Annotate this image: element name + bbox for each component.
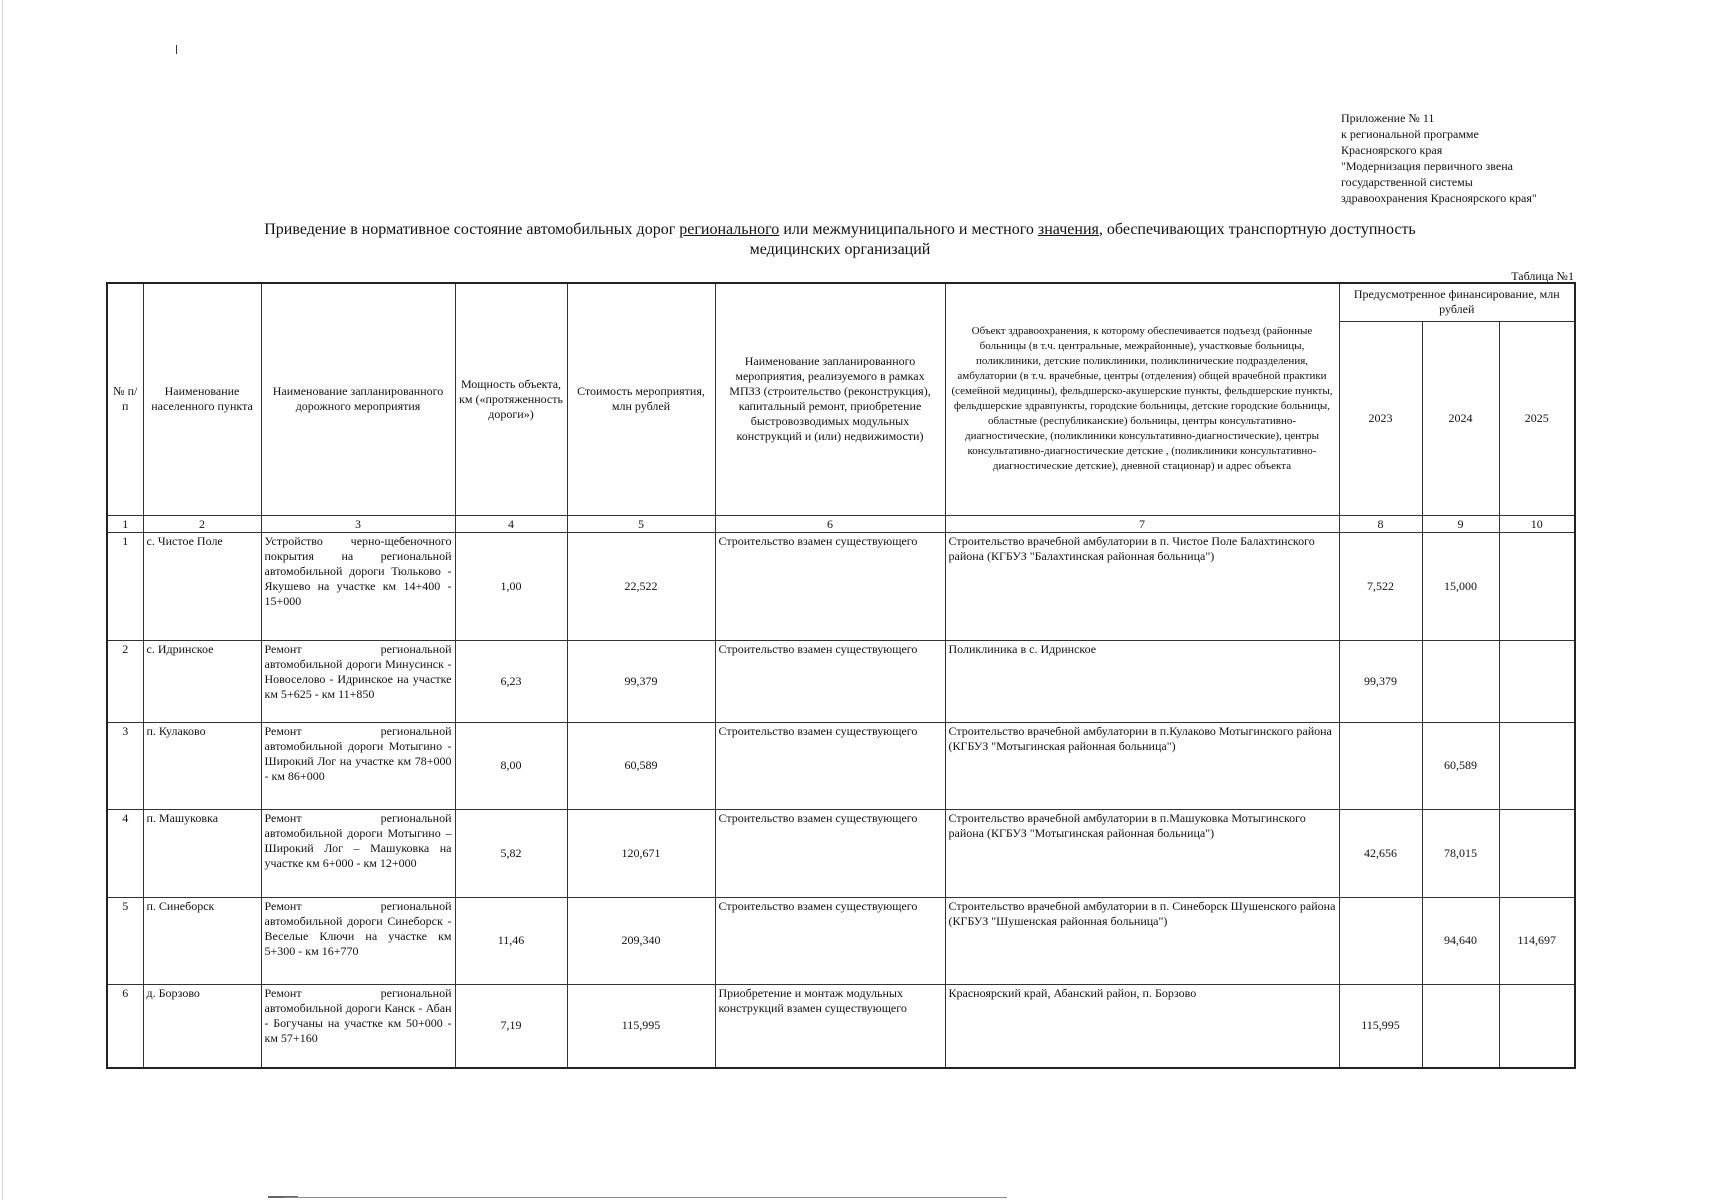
row-capacity: 8,00: [455, 722, 567, 809]
title-underlined-part: значения: [1037, 221, 1099, 238]
appendix-line: Красноярского края: [1341, 143, 1443, 157]
column-number: 6: [715, 515, 945, 532]
row-2024: 94,640: [1422, 897, 1499, 984]
row-mpzz: Приобретение и монтаж модульных конструкций взамен существующего: [715, 984, 945, 1068]
column-number: 4: [455, 515, 567, 532]
row-number: 2: [107, 640, 143, 722]
column-number: 2: [143, 515, 261, 532]
row-event: Ремонт региональной автомобильной дороги Мотыгино - Широкий Лог на участке км 78+000 - км 86+000: [261, 722, 455, 809]
header-year-2023: 2023: [1339, 321, 1422, 515]
appendix-line: здравоохранения Красноярского края": [1341, 191, 1537, 205]
row-capacity: 1,00: [455, 532, 567, 640]
row-event: Устройство черно-щебеночного покрытия на региональной автомобильной дороги Тюльково - Якушево на участке км 14+400 - 15+000: [261, 532, 455, 640]
row-cost: 99,379: [567, 640, 715, 722]
row-2025: [1499, 722, 1575, 809]
scan-mark: [176, 45, 177, 54]
row-2024: 78,015: [1422, 809, 1499, 897]
row-2025: [1499, 640, 1575, 722]
header-num: № п/п: [107, 283, 143, 515]
row-2024: 15,000: [1422, 532, 1499, 640]
row-number: 6: [107, 984, 143, 1068]
row-object: Строительство врачебной амбулатории в п.Машуковка Мотыгинского района (КГБУЗ "Мотыгинская районная больница"): [945, 809, 1339, 897]
row-number: 4: [107, 809, 143, 897]
appendix-line: к региональной программе: [1341, 127, 1479, 141]
column-number: 1: [107, 515, 143, 532]
header-year-2024: 2024: [1422, 321, 1499, 515]
document-title: [110, 220, 1570, 260]
header-financing: Предусмотренное финансирование, млн рублей: [1339, 283, 1575, 321]
row-place: п. Кулаково: [143, 722, 261, 809]
table-row: [107, 984, 1575, 1068]
table-row: [107, 722, 1575, 809]
column-number: 5: [567, 515, 715, 532]
column-number: 9: [1422, 515, 1499, 532]
row-mpzz: Строительство взамен существующего: [715, 640, 945, 722]
row-cost: 60,589: [567, 722, 715, 809]
row-place: д. Борзово: [143, 984, 261, 1068]
row-2024: 60,589: [1422, 722, 1499, 809]
appendix-line: "Модернизация первичного звена: [1341, 159, 1513, 173]
row-number: 5: [107, 897, 143, 984]
header-cost: Стоимость мероприятия, млн рублей: [567, 283, 715, 515]
title-part: или межмуниципального и местного: [779, 221, 1038, 238]
title-part: Приведение в нормативное состояние автомобильных дорог: [264, 221, 680, 238]
title-line-1: [110, 220, 1570, 240]
row-event: Ремонт региональной автомобильной дороги Канск - Абан - Богучаны на участке км 50+000 - км 57+160: [261, 984, 455, 1068]
row-cost: 209,340: [567, 897, 715, 984]
table-number-label: Таблица №1: [1511, 269, 1574, 283]
row-number: 1: [107, 532, 143, 640]
roads-table: [106, 282, 1576, 1069]
appendix-line: Приложение № 11: [1341, 111, 1435, 125]
row-object: Строительство врачебной амбулатории в п. Чистое Поле Балахтинского района (КГБУЗ "Балахтинская районная больница"): [945, 532, 1339, 640]
row-event: Ремонт региональной автомобильной дороги Мотыгино – Широкий Лог – Машуковка на участке км 6+000 - км 12+000: [261, 809, 455, 897]
header-place: Наименование населенного пункта: [143, 283, 261, 515]
row-2023: [1339, 722, 1422, 809]
row-object: Строительство врачебной амбулатории в п. Синеборск Шушенского района (КГБУЗ "Шушенская районная больница"): [945, 897, 1339, 984]
row-place: п. Машуковка: [143, 809, 261, 897]
title-line-2: медицинских организаций: [749, 241, 931, 258]
column-numbers-row: [107, 515, 1575, 532]
row-capacity: 6,23: [455, 640, 567, 722]
row-event: Ремонт региональной автомобильной дороги Минусинск - Новоселово - Идринское на участке км 5+625 - км 11+850: [261, 640, 455, 722]
row-mpzz: Строительство взамен существующего: [715, 809, 945, 897]
row-place: с. Чистое Поле: [143, 532, 261, 640]
header-object: Объект здравоохранения, к которому обеспечивается подъезд (районные больницы (в т.ч. центральные, межрайонные), участковые больницы, поликлиники, детские поликлиники, поликлинические подразделения, амбулатории (в т.ч. врачебные, центры (отделения) общей врачебной практики (семейной медицины), фельдшерско-акушерские пункты, фельдшерские пункты, фельдшерские здравпункты, городские больницы, детские городские больницы, областные (республиканские) больницы, центры консультативно-диагностические, (поликлиники консультативно-диагностические), центры консультативно-диагностические детские , (поликлиники консультативно-диагностические детские), дневной стационар) и адрес объекта: [945, 283, 1339, 515]
row-2023: 115,995: [1339, 984, 1422, 1068]
row-2023: [1339, 897, 1422, 984]
table-header: [107, 283, 1575, 532]
header-mpzz: Наименование запланированного мероприятия, реализуемого в рамках МПЗЗ (строительство (реконструкция), капитальный ремонт, приобретение быстровозводимых модульных конструкций и (или) недвижимости): [715, 283, 945, 515]
header-capacity: Мощность объекта, км («протяженность дороги»): [455, 283, 567, 515]
row-cost: 120,671: [567, 809, 715, 897]
row-object: Строительство врачебной амбулатории в п.Кулаково Мотыгинского района (КГБУЗ "Мотыгинская районная больница"): [945, 722, 1339, 809]
row-place: с. Идринское: [143, 640, 261, 722]
row-2025: [1499, 532, 1575, 640]
row-2023: 7,522: [1339, 532, 1422, 640]
row-capacity: 5,82: [455, 809, 567, 897]
column-number: 10: [1499, 515, 1575, 532]
appendix-note: [1341, 110, 1661, 206]
row-object: Красноярский край, Абанский район, п. Борзово: [945, 984, 1339, 1068]
header-year-2025: 2025: [1499, 321, 1575, 515]
row-place: п. Синеборск: [143, 897, 261, 984]
table-body: [107, 532, 1575, 1068]
table-row: [107, 532, 1575, 640]
row-capacity: 11,46: [455, 897, 567, 984]
row-mpzz: Строительство взамен существующего: [715, 722, 945, 809]
row-event: Ремонт региональной автомобильной дороги Синеборск - Веселые Ключи на участке км 5+300 - км 16+770: [261, 897, 455, 984]
row-cost: 22,522: [567, 532, 715, 640]
header-event: Наименование запланированного дорожного мероприятия: [261, 283, 455, 515]
table-row: [107, 809, 1575, 897]
table-row: [107, 897, 1575, 984]
title-underlined-part: регионального: [679, 221, 780, 238]
row-mpzz: Строительство взамен существующего: [715, 532, 945, 640]
row-2025: [1499, 809, 1575, 897]
row-2024: [1422, 640, 1499, 722]
column-number: 7: [945, 515, 1339, 532]
table-row: [107, 640, 1575, 722]
appendix-line: государственной системы: [1341, 175, 1473, 189]
row-2025: 114,697: [1499, 897, 1575, 984]
scan-edge-line: [2, 0, 3, 1200]
row-2023: 42,656: [1339, 809, 1422, 897]
row-2025: [1499, 984, 1575, 1068]
row-2023: 99,379: [1339, 640, 1422, 722]
row-capacity: 7,19: [455, 984, 567, 1068]
row-mpzz: Строительство взамен существующего: [715, 897, 945, 984]
row-object: Поликлиника в с. Идринское: [945, 640, 1339, 722]
column-number: 3: [261, 515, 455, 532]
row-cost: 115,995: [567, 984, 715, 1068]
row-2024: [1422, 984, 1499, 1068]
row-number: 3: [107, 722, 143, 809]
column-number: 8: [1339, 515, 1422, 532]
title-part: , обеспечивающих транспортную доступность: [1098, 221, 1416, 238]
footer-rule: [285, 1197, 1007, 1198]
